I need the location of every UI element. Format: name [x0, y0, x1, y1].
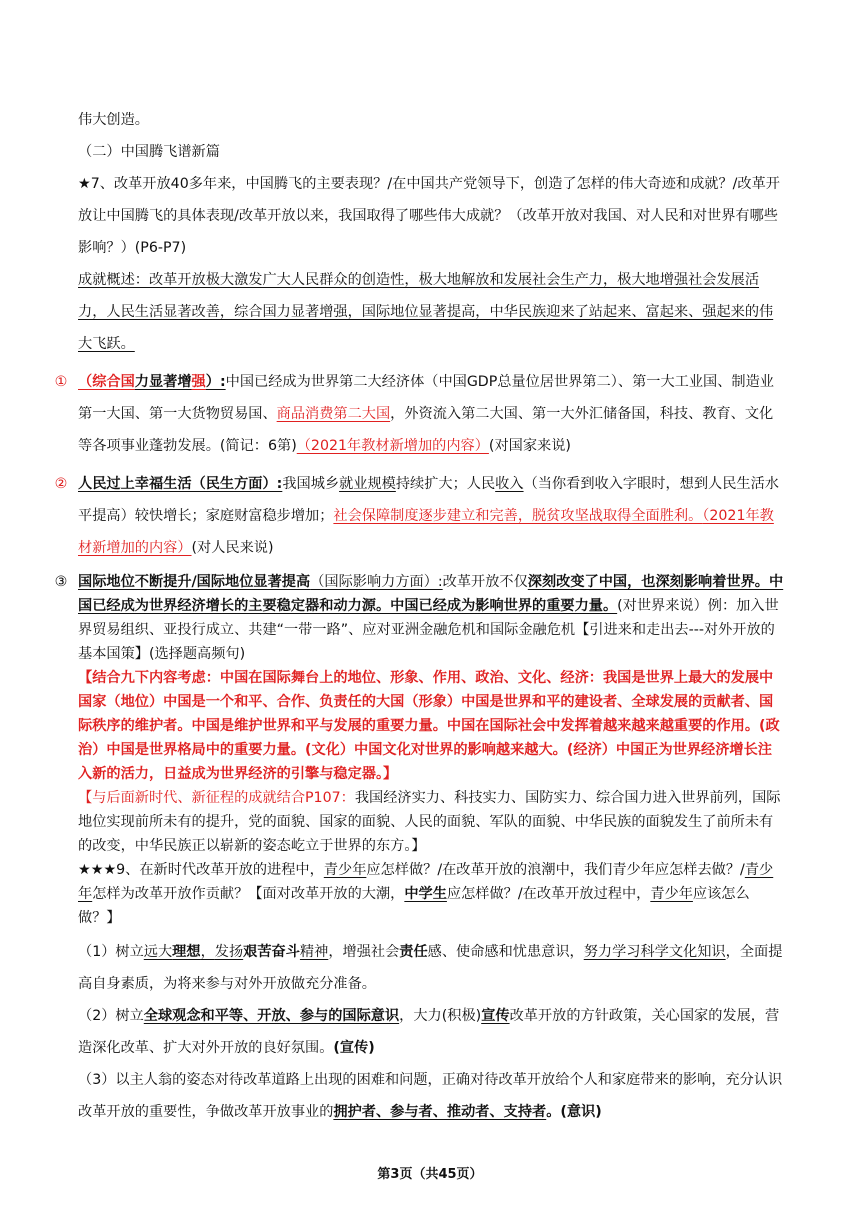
- red-note-text: 我国经济实力、科技实力、国防实力、综合国力进入世界前列，国际地位实现前所未有的提升，党的面貌、国家的面貌、人民的面貌、军队的面貌、中华民族的面貌发生了前所未有的改变，中华民族正以崭新的姿态屹立于世界的东方。】: [78, 790, 781, 854]
- answer-keyword: 全球观念和平等、开放、参与的国际意识: [143, 1008, 400, 1024]
- document-body: [54, 104, 784, 1128]
- q9-keyword: 青少年: [650, 886, 693, 902]
- item-keyword: 收入: [495, 476, 524, 492]
- answer-keyword: 拥护者、参与者、推动者、支持者: [333, 1104, 547, 1120]
- item-tail: (对人民来说): [191, 540, 274, 556]
- item-text: 改革开放不仅: [442, 574, 528, 590]
- item-text: (对世界来说）例：加入世界贸易组织、亚投行成立、共建“一带一路”、应对亚洲金融危机和国际金融危机【引进来和走出去---对外开放的基本国策】(选择题高频句): [78, 598, 779, 662]
- item-heading-part: 国: [120, 374, 135, 390]
- red-note-head: 【与后面新时代、新征程的成就结合P107：: [78, 790, 355, 806]
- text-line: 伟大创造。: [78, 112, 149, 128]
- answer-text: (宣传): [333, 1040, 375, 1056]
- item-heading-part: 力显著增: [134, 374, 192, 390]
- red-note-grade9: 【结合九下内容考虑：中国在国际舞台上的地位、形象、作用、政治、文化、经济：我国是世界上最大的发展中国家（地位）中国是一个和平、合作、负责任的大国（形象）中国是世界和平的建设者、全球发展的贡献者、国际秩序的维护者。中国是维护世界和平与发展的重要力量。中国在国际社会中发挥着越来越来越重要的作用。(政治）中国是世界格局中的重要力量。(文化）中国文化对世界的影响越来越大。(经济）中国正为世界经济增长注入新的活力，日益成为世界经济的引擎与稳定器。】: [78, 670, 780, 782]
- q9-text: 应该怎么做？】: [78, 886, 750, 926]
- answer-2: [78, 1000, 784, 1064]
- answer-3: [78, 1064, 784, 1128]
- red-note-new-era: [78, 786, 784, 858]
- answer-text: ，: [200, 944, 215, 960]
- new-content-note: （2021年教材新增加的内容）: [296, 438, 489, 454]
- item-keyword: 就业规模: [339, 476, 396, 492]
- q9-keyword: 青少年: [78, 862, 774, 902]
- answer-text: （2）树立: [78, 1008, 144, 1024]
- item-bold-text: 深刻改变了中国，也深刻影响着世界。中国已经成为世界经济增长的主要稳定器和动力源。中国已经成为影响世界的重要力量。: [78, 574, 784, 614]
- question-9: [78, 858, 784, 930]
- answer-keyword: 理想: [172, 944, 201, 960]
- q9-text: 应怎样做？/在改革开放的浪潮中，我们青少年应怎样去做？/: [366, 862, 745, 878]
- item-heading-part: 强: [191, 374, 206, 390]
- answer-keyword: 责任: [399, 944, 428, 960]
- item-highlight: 社会保障制度逐步建立和完善，脱贫攻坚战取得全面胜利。: [333, 508, 703, 524]
- q9-text: 应怎样做？/在改革开放过程中，: [446, 886, 651, 902]
- answer-keyword: 艰苦奋斗: [243, 944, 300, 960]
- item-text: ，外资流入第二大国、第一大外汇储备国，科技、教育、文化等各项事业蓬勃发展。(简记：6第): [78, 406, 774, 454]
- answer-text: ，大力(积极): [399, 1008, 482, 1024]
- answer-text: （1）树立: [78, 944, 144, 960]
- item-number-1: ①: [54, 374, 68, 390]
- answer-text: 感、使命感和忧患意识，: [427, 944, 584, 960]
- new-content-note: （2021年教材新增加的内容）: [78, 508, 774, 556]
- item-heading-part: （综合: [78, 374, 121, 390]
- answer-text: ，增强社会: [328, 944, 400, 960]
- answer-keyword: 宣传: [481, 1008, 510, 1024]
- item-highlight: 商品消费第二大国: [276, 406, 391, 422]
- answer-text: 改革开放的方针政策，关心国家的发展，营造深化改革、扩大对外开放的良好氛围。: [78, 1008, 780, 1056]
- item-text: 持续扩大；人民: [395, 476, 496, 492]
- answer-1: [78, 936, 784, 1000]
- item-heading-sub: （国际影响力方面）:: [310, 574, 443, 590]
- item-comprehensive-strength: [54, 366, 784, 462]
- question-7: ★7、改革开放40多年来，中国腾飞的主要表现？/在中国共产党领导下，创造了怎样的伟大奇迹和成就？/改革开放让中国腾飞的具体表现/改革开放以来，我国取得了哪些伟大成就？（改革开放对我国、对人民和对世界有哪些影响？）(P6-P7): [78, 176, 780, 256]
- item-number-2: ②: [54, 476, 68, 492]
- item-international-status: [54, 570, 784, 666]
- answer-text: 。(意识): [546, 1104, 602, 1120]
- answer-keyword: 发扬: [214, 944, 244, 960]
- item-heading: 国际地位不断提升/国际地位显著提高: [78, 574, 311, 590]
- page-footer: 第3页（共45页）: [377, 1167, 483, 1182]
- q9-text: ★★★9、在新时代改革开放的进程中，: [78, 862, 324, 878]
- answer-keyword: 远大: [143, 944, 173, 960]
- q9-keyword: 青少年: [323, 862, 367, 878]
- answer-text: ，全面提高自身素质，为将来参与对外开放做充分准备。: [78, 944, 783, 992]
- item-heading-part: ）:: [205, 374, 226, 390]
- item-people-livelihood: [54, 468, 784, 564]
- answer-keyword: 努力学习科学文化知识: [583, 944, 726, 960]
- section-heading: （二）中国腾飞谱新篇: [78, 144, 220, 160]
- item-heading: 人民过上幸福生活（民生方面）:: [78, 476, 283, 492]
- q9-keyword: 中学生: [404, 886, 447, 902]
- item-text: （当你看到收入字眼时，想到人民生活水平提高）较快增长；家庭财富稳步增加；: [78, 476, 779, 524]
- item-text: 我国城乡: [282, 476, 340, 492]
- answer-keyword: 精神: [299, 944, 329, 960]
- q9-text: 怎样为改革开放作贡献？【面对改革开放的大潮，: [92, 886, 405, 902]
- item-number-3: ③: [54, 574, 68, 590]
- item-text: 中国已经成为世界第二大经济体（中国GDP总量位居世界第二）、第一大工业国、制造业第一大国、第一大货物贸易国、: [78, 374, 774, 422]
- achievement-summary: 成就概述：改革开放极大激发广大人民群众的创造性，极大地解放和发展社会生产力，极大地增强社会发展活力，人民生活显著改善，综合国力显著增强，国际地位显著提高，中华民族迎来了站起来、富起来、强起来的伟大飞跃。: [78, 272, 774, 352]
- answer-text: （3）以主人翁的姿态对待改革道路上出现的困难和问题，正确对待改革开放给个人和家庭带来的影响，充分认识改革开放的重要性，争做改革开放事业的: [78, 1072, 783, 1120]
- item-tail: (对国家来说): [488, 438, 571, 454]
